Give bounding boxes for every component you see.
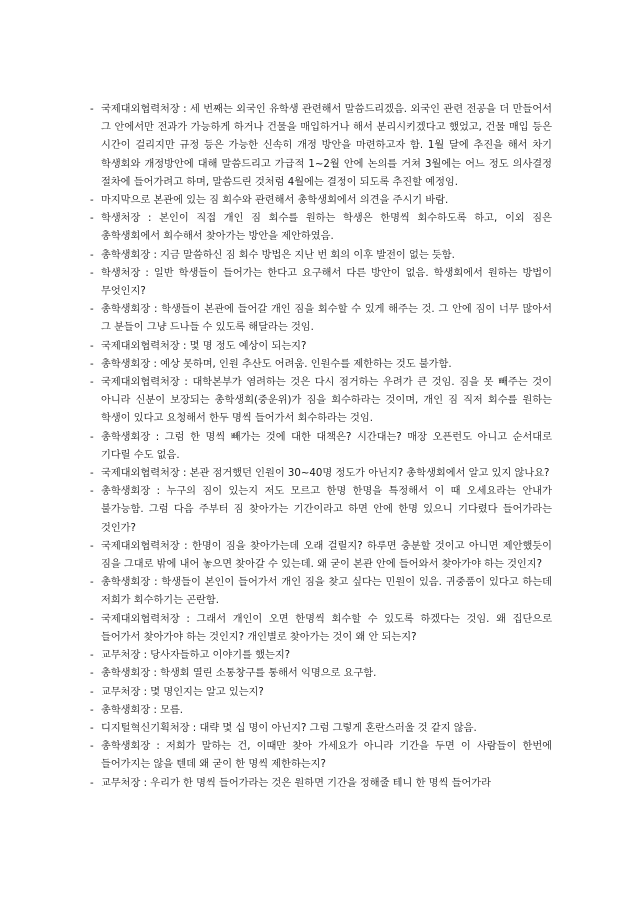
list-dash: - (90, 741, 94, 753)
paragraph-text: 국제대외협력처장 : 한명이 짐을 찾아가는데 오래 걸릴지? 하루면 충분할 것이고 아니면 제안했듯이 짐을 그대로 밖에 내어 놓으면 찾아갈 수 있는데. 왜 굳이 본관 안에 들어와서 찾아가야 하는 것인지? (101, 540, 552, 571)
paragraph-item (90, 702, 552, 720)
paragraph-item (90, 538, 552, 574)
paragraph-item (90, 356, 552, 374)
list-dash: - (90, 249, 94, 261)
list-dash: - (90, 722, 94, 734)
list-dash: - (90, 358, 94, 370)
list-dash: - (90, 195, 94, 207)
list-dash: - (90, 377, 94, 389)
paragraph-text: 교무처장 : 당사자들하고 이야기를 했는지? (101, 650, 291, 662)
paragraph-item (90, 720, 552, 738)
list-dash: - (90, 340, 94, 352)
paragraph-text: 총학생회장 : 누구의 짐이 있는지 저도 모르고 한명 한명을 특정해서 이 때 오세요라는 안내가 불가능함. 그럼 다음 주부터 짐 찾아가는 기간이라고 하면 안에 한명 있으니 기다렸다 들어가라는 것인가? (101, 486, 552, 534)
paragraph-text: 총학생회장 : 학생들이 본인이 들어가서 개인 짐을 찾고 싶다는 민원이 있음. 귀중품이 있다고 하는데 저희가 회수하기는 곤란함. (101, 577, 552, 607)
paragraph-item (90, 684, 552, 702)
paragraph-item (90, 101, 552, 192)
list-dash: - (90, 577, 94, 589)
paragraph-item (90, 465, 552, 483)
list-dash: - (90, 613, 94, 625)
paragraph-text: 교무처장 : 몇 명인지는 알고 있는지? (101, 686, 264, 698)
document-page (90, 101, 552, 793)
paragraph-text: 총학생회장 : 학생회 열린 소통창구를 통해서 익명으로 요구함. (101, 668, 377, 680)
list-dash: - (90, 267, 94, 279)
list-dash: - (90, 468, 94, 480)
paragraph-item (90, 574, 552, 610)
list-dash: - (90, 304, 94, 316)
paragraph-text: 국제대외협력처장 : 그래서 개인이 오면 한명씩 회수할 수 있도록 하겠다는 것임. 왜 집단으로 들어가서 찾아가야 하는 것인지? 개인별로 찾아가는 것이 왜 안 되는지? (101, 613, 552, 643)
paragraph-text: 학생처장 : 일반 학생들이 들어가는 한다고 요구해서 다른 방안이 없음. 학생회에서 원하는 방법이 무엇인지? (101, 267, 552, 298)
list-dash: - (90, 486, 94, 498)
paragraph-item (90, 483, 552, 538)
paragraph-text: 총학생회장 : 그럼 한 명씩 빼가는 것에 대한 대책은? 시간대는? 매장 오픈런도 아니고 순서대로 기다릴 수도 없음. (101, 431, 552, 461)
paragraph-text: 디지털혁신기획처장 : 대략 몇 십 명이 아닌지? 그럼 그렇게 혼란스러울 것 같지 않음. (101, 722, 477, 734)
list-dash: - (90, 540, 94, 552)
paragraph-item (90, 192, 552, 210)
list-dash: - (90, 104, 94, 115)
paragraph-item (90, 338, 552, 356)
paragraph-text: 총학생회장 : 학생들이 본관에 들어갈 개인 짐을 회수할 수 있게 해주는 것. 그 안에 짐이 너무 많아서 그 분들이 그냥 드나들 수 있도록 해달라는 것임. (101, 304, 552, 334)
paragraph-text: 총학생회장 : 지금 말씀하신 짐 회수 방법은 지난 번 회의 이후 발전이 없는 듯함. (101, 249, 455, 261)
list-dash: - (90, 777, 94, 789)
list-dash: - (90, 650, 94, 662)
paragraph-item (90, 429, 552, 465)
list-dash: - (90, 431, 94, 443)
list-dash: - (90, 213, 94, 225)
paragraph-text: 총학생회장 : 모름. (101, 704, 184, 716)
list-dash: - (90, 704, 94, 716)
list-dash: - (90, 668, 94, 680)
paragraph-item (90, 611, 552, 647)
paragraph-item (90, 210, 552, 246)
paragraph-item (90, 775, 552, 793)
paragraph-item (90, 374, 552, 429)
paragraph-text: 교무처장 : 우리가 한 명씩 들어가라는 것은 원하면 기간을 정해줄 테니 한 명씩 들어가라 (101, 777, 491, 789)
paragraph-item (90, 665, 552, 683)
paragraph-text: 총학생회장 : 예상 못하며, 인원 추산도 어려움. 인원수를 제한하는 것도 불가함. (101, 358, 452, 370)
paragraph-item (90, 301, 552, 337)
paragraph-text: 국제대외협력처장 : 대학본부가 염려하는 것은 다시 점거하는 우려가 큰 것임. 짐을 못 빼주는 것이 아니라 신분이 보장되는 총학생회(중운위)가 짐을 회수하라는 것이며, 개인 짐 직저 회수를 원하는 학생이 있다고 요청해서 한두 명씩 들어가서 회수하라는 것임. (101, 377, 552, 425)
paragraph-text: 총학생회장 : 저희가 말하는 건, 이때만 찾아 가세요가 아니라 기간을 두면 이 사람들이 한번에 들어가지는 않을 텐데 왜 굳이 한 명씩 제한하는지? (101, 741, 552, 771)
paragraph-item (90, 247, 552, 265)
paragraph-item (90, 738, 552, 774)
paragraph-text: 국제대외협력처장 : 본관 점거했던 인원이 30~40명 정도가 아닌지? 총학생회에서 알고 있지 않나요? (101, 468, 550, 480)
list-dash: - (90, 686, 94, 698)
paragraph-item (90, 265, 552, 301)
paragraph-text: 마지막으로 본관에 있는 짐 회수와 관련해서 총학생회에서 의견을 주시기 바람. (101, 195, 449, 207)
paragraph-item (90, 647, 552, 665)
paragraph-text: 국제대외협력처장 : 세 번째는 외국인 유학생 관련해서 말씀드리겠음. 외국인 관련 전공을 더 만들어서 그 안에서만 전과가 가능하게 하거나 건물을 매입하거나 해서 분리시키겠다고 했었고, 건물 매입 등은 시간이 걸리지만 규정 등은 가능한 신속히 개정 방안을 마련하고자 함. 1월 달에 추진을 해서 차기 학생회와 개정방안에 대해 말씀드리고 가급적 1~2월 안에 논의를 거쳐 3월에는 어느 정도 의사결정 절차에 들어가려고 하며, 말씀드린 것처럼 4월에는 결정이 되도록 추진할 예정임. (101, 104, 552, 188)
paragraph-text: 학생처장 : 본인이 직접 개인 짐 회수를 원하는 학생은 한명씩 회수하도록 하고, 이외 짐은 총학생회에서 회수해서 찾아가는 방안을 제안하였음. (101, 213, 552, 243)
paragraph-text: 국제대외협력처장 : 몇 명 정도 예상이 되는지? (101, 340, 307, 352)
